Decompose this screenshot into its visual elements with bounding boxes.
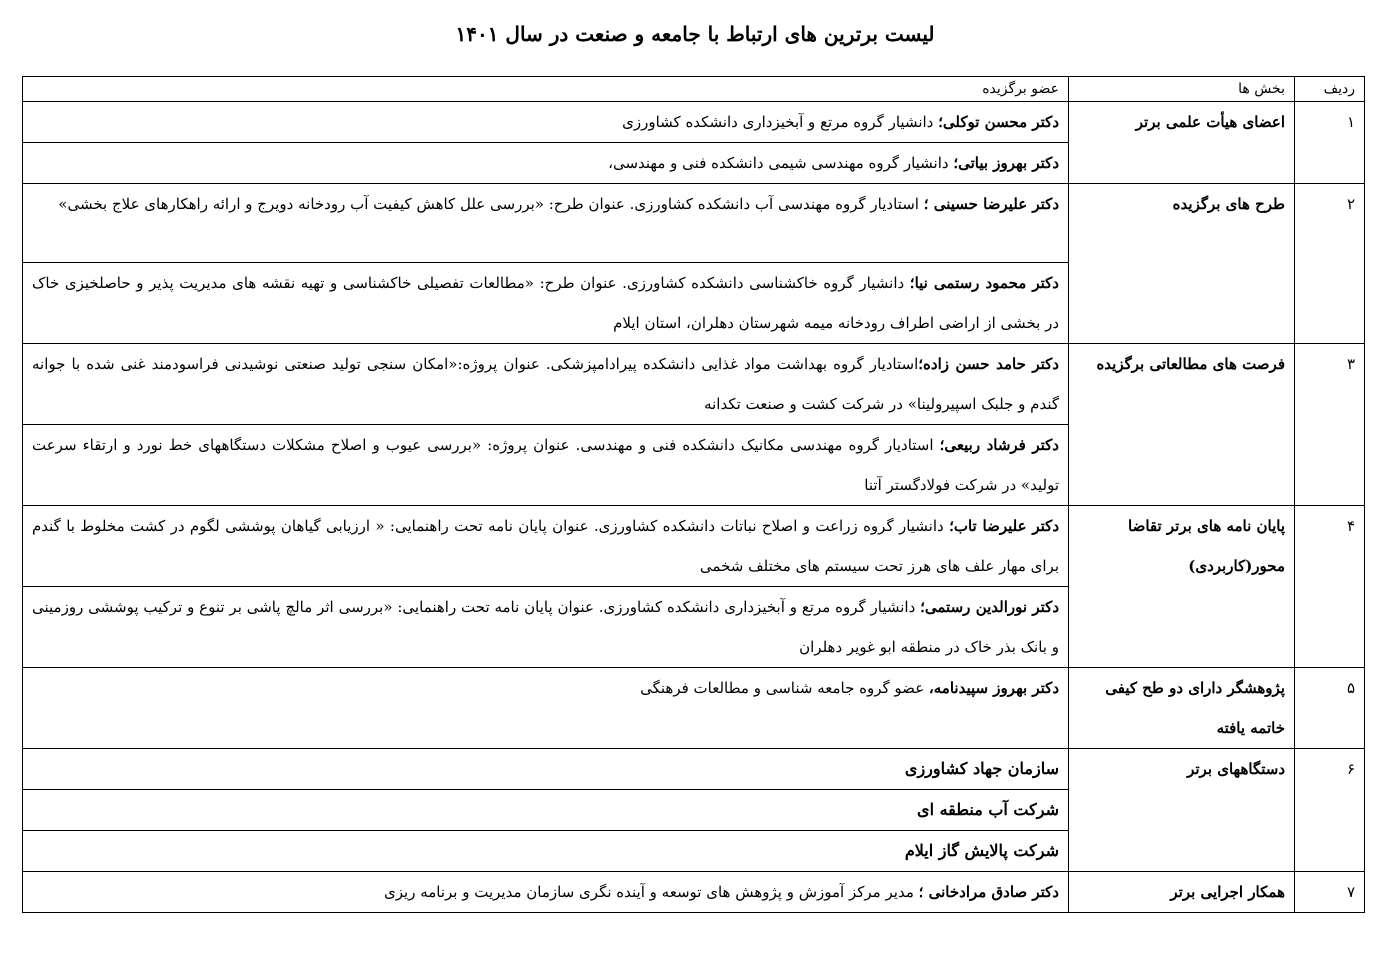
section-name: اعضای هیأت علمی برتر (1069, 102, 1295, 184)
member-cell (23, 184, 1069, 263)
member-name: دکتر بهروز بیاتی؛ (953, 154, 1059, 172)
table-row (23, 749, 1365, 790)
member-cell (23, 587, 1069, 668)
organization-name: شرکت آب منطقه ای (917, 800, 1059, 819)
member-name: دکتر نورالدین رستمی؛ (920, 598, 1059, 616)
member-cell (23, 102, 1069, 143)
member-description: دانشیار گروه زراعت و اصلاح نباتات دانشکده کشاورزی. عنوان پایان نامه تحت راهنمایی: « ارزیابی گیاهان پوششی لگوم در کشت مخلوط با گندم برای مهار علف های هرز تحت سیستم های مختلف شخمی (32, 517, 1059, 575)
member-cell (23, 872, 1069, 913)
member-description: دانشیار گروه مهندسی شیمی دانشکده فنی و مهندسی، (608, 154, 954, 172)
section-name: طرح های برگزیده (1069, 184, 1295, 344)
organization-name: سازمان جهاد کشاورزی (904, 759, 1059, 778)
member-name: دکتر علیرضا تاب؛ (949, 517, 1059, 535)
header-row-number: ردیف (1295, 77, 1365, 102)
table-row (23, 344, 1365, 425)
member-cell (23, 831, 1069, 872)
section-name: فرصت های مطالعاتی برگزیده (1069, 344, 1295, 506)
table-row (23, 668, 1365, 749)
section-name: همکار اجرایی برتر (1069, 872, 1295, 913)
section-name: پژوهشگر دارای دو طح کیفی خاتمه یافته (1069, 668, 1295, 749)
member-name: دکتر حامد حسن زاده؛ (918, 355, 1059, 373)
member-name: دکتر علیرضا حسینی ؛ (923, 195, 1059, 213)
member-description: دانشیار گروه مرتع و آبخیزداری دانشکده کشاورزی. عنوان پایان نامه تحت راهنمایی: «بررسی اثر مالچ پاشی بر تنوع و ترکیب پوششی روزمینی و بانک بذر خاک در منطقه ابو غویر دهلران (32, 598, 1059, 656)
member-description: استادیار گروه مهندسی مکانیک دانشکده فنی و مهندسی. عنوان پروژه: «بررسی عیوب و اصلاح مشکلات دستگاههای خط نورد و ارتقاء سرعت تولید» در شرکت فولادگستر آتنا (32, 436, 1059, 494)
member-cell (23, 425, 1069, 506)
member-name: دکتر بهروز سپیدنامه، (928, 679, 1059, 697)
member-cell (23, 143, 1069, 184)
member-description: استادیار گروه مهندسی آب دانشکده کشاورزی. عنوان طرح: «بررسی علل کاهش کیفیت آب رودخانه دویرج و ارائه راهکارهای علاج بخشی» (58, 195, 924, 213)
member-cell (23, 506, 1069, 587)
row-number: ۲ (1295, 184, 1365, 344)
member-cell (23, 668, 1069, 749)
section-name: پایان نامه های برتر تقاضا محور(کاربردی) (1069, 506, 1295, 668)
header-member: عضو برگزیده (23, 77, 1069, 102)
row-number: ۵ (1295, 668, 1365, 749)
organization-name: شرکت پالایش گاز ایلام (904, 841, 1059, 860)
member-description: دانشیار گروه خاکشناسی دانشکده کشاورزی. عنوان طرح: «مطالعات تفصیلی خاکشناسی و تهیه نقشه های مدیریت پذیر و حاصلخیزی خاک در بخشی از اراضی اطراف رودخانه میمه شهرستان دهلران، استان ایلام (32, 274, 1059, 332)
row-number: ۱ (1295, 102, 1365, 184)
awards-table (22, 76, 1365, 913)
member-name: دکتر محسن توکلی؛ (938, 113, 1059, 131)
row-number: ۶ (1295, 749, 1365, 872)
table-row (23, 102, 1365, 143)
member-name: دکتر فرشاد ربیعی؛ (939, 436, 1059, 454)
document-title: لیست برترین های ارتباط با جامعه و صنعت در سال ۱۴۰۱ (455, 22, 935, 46)
member-description: عضو گروه جامعه شناسی و مطالعات فرهنگی (640, 679, 929, 697)
table-row (23, 506, 1365, 587)
section-name: دستگاههای برتر (1069, 749, 1295, 872)
member-cell (23, 790, 1069, 831)
table-row (23, 184, 1365, 263)
member-cell (23, 749, 1069, 790)
member-description: مدیر مرکز آموزش و پژوهش های توسعه و آینده نگری سازمان مدیریت و برنامه ریزی (384, 883, 919, 901)
row-number: ۴ (1295, 506, 1365, 668)
row-number: ۷ (1295, 872, 1365, 913)
member-cell (23, 344, 1069, 425)
member-name: دکتر محمود رستمی نیا؛ (909, 274, 1059, 292)
member-cell (23, 263, 1069, 344)
table-row (23, 872, 1365, 913)
row-number: ۳ (1295, 344, 1365, 506)
member-name: دکتر صادق مرادخانی ؛ (918, 883, 1059, 901)
member-description: دانشیار گروه مرتع و آبخیزداری دانشکده کشاورزی (622, 113, 939, 131)
header-section: بخش ها (1069, 77, 1295, 102)
member-description: استادیار گروه بهداشت مواد غذایی دانشکده پیرادامپزشکی. عنوان پروژه:«امکان سنجی تولید صنعتی نوشیدنی فراسودمند غنی شده با جوانه گندم و جلبک اسپیرولینا» در شرکت کشت و صنعت تکدانه (32, 355, 1059, 413)
table-header-row (23, 77, 1365, 102)
